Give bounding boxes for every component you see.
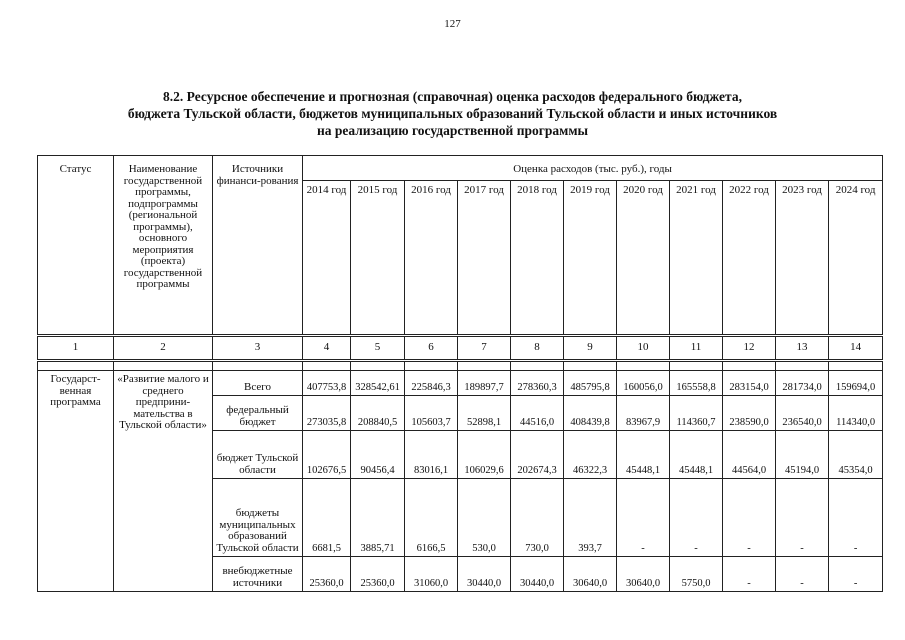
value-cell: - (617, 479, 670, 557)
value-cell: - (829, 479, 883, 557)
value-cell: 102676,5 (303, 431, 351, 479)
value-cell: 160056,0 (617, 371, 670, 396)
value-cell: 408439,8 (564, 396, 617, 431)
value-cell: 30640,0 (564, 557, 617, 592)
source-label: федеральный бюджет (213, 396, 303, 431)
header-year: 2015 год (351, 181, 405, 336)
column-number: 7 (458, 336, 511, 361)
value-cell: 30640,0 (617, 557, 670, 592)
value-cell: 225846,3 (405, 371, 458, 396)
value-cell: 236540,0 (776, 396, 829, 431)
value-cell: 3885,71 (351, 479, 405, 557)
title-line-1: 8.2. Ресурсное обеспечение и прогнозная (справочная) оценка расходов федерального бюджета, (163, 89, 742, 104)
value-cell: 159694,0 (829, 371, 883, 396)
value-cell: 83016,1 (405, 431, 458, 479)
spacer-cell (617, 361, 670, 371)
column-number: 4 (303, 336, 351, 361)
header-year: 2018 год (511, 181, 564, 336)
value-cell: 114340,0 (829, 396, 883, 431)
spacer-cell (458, 361, 511, 371)
value-cell: 393,7 (564, 479, 617, 557)
value-cell: 106029,6 (458, 431, 511, 479)
source-label: бюджет Тульской области (213, 431, 303, 479)
column-number: 8 (511, 336, 564, 361)
section-title (60, 88, 845, 139)
value-cell: 328542,61 (351, 371, 405, 396)
spacer-cell (564, 361, 617, 371)
value-cell: 31060,0 (405, 557, 458, 592)
column-number: 3 (213, 336, 303, 361)
column-number: 10 (617, 336, 670, 361)
value-cell: 46322,3 (564, 431, 617, 479)
spacer-cell (776, 361, 829, 371)
title-line-3: на реализацию государственной программы (316, 123, 589, 138)
header-year: 2019 год (564, 181, 617, 336)
value-cell: 52898,1 (458, 396, 511, 431)
source-label: Всего (213, 371, 303, 396)
value-cell: 281734,0 (776, 371, 829, 396)
spacer-row (38, 361, 883, 371)
value-cell: 45448,1 (670, 431, 723, 479)
header-status: Статус (38, 156, 114, 336)
spacer-cell (511, 361, 564, 371)
value-cell: 407753,8 (303, 371, 351, 396)
value-cell: 273035,8 (303, 396, 351, 431)
header-year: 2023 год (776, 181, 829, 336)
value-cell: 90456,4 (351, 431, 405, 479)
value-cell: 25360,0 (303, 557, 351, 592)
spacer-cell (351, 361, 405, 371)
value-cell: - (670, 479, 723, 557)
value-cell: 5750,0 (670, 557, 723, 592)
value-cell: 25360,0 (351, 557, 405, 592)
header-year: 2024 год (829, 181, 883, 336)
value-cell: 6166,5 (405, 479, 458, 557)
value-cell: 30440,0 (458, 557, 511, 592)
value-cell: 83967,9 (617, 396, 670, 431)
value-cell: 530,0 (458, 479, 511, 557)
spacer-cell (114, 361, 213, 371)
value-cell: 730,0 (511, 479, 564, 557)
spacer-cell (405, 361, 458, 371)
value-cell: - (776, 479, 829, 557)
column-number: 12 (723, 336, 776, 361)
spacer-cell (213, 361, 303, 371)
value-cell: 114360,7 (670, 396, 723, 431)
spacer-cell (303, 361, 351, 371)
program-name: «Развитие малого и среднего предприни-мательства в Тульской области» (114, 371, 213, 592)
column-number: 5 (351, 336, 405, 361)
title-line-2: бюджета Тульской области, бюджетов муниципальных образований Тульской области и иных источников (127, 106, 778, 121)
value-cell: 45194,0 (776, 431, 829, 479)
column-number: 2 (114, 336, 213, 361)
value-cell: 45448,1 (617, 431, 670, 479)
column-number-row (38, 336, 883, 361)
spacer-cell (670, 361, 723, 371)
value-cell: 6681,5 (303, 479, 351, 557)
value-cell: 189897,7 (458, 371, 511, 396)
source-label: внебюджетные источники (213, 557, 303, 592)
value-cell: - (776, 557, 829, 592)
column-number: 1 (38, 336, 114, 361)
column-number: 13 (776, 336, 829, 361)
program-status: Государст-венная программа (38, 371, 114, 592)
column-number: 14 (829, 336, 883, 361)
value-cell: 278360,3 (511, 371, 564, 396)
value-cell: 238590,0 (723, 396, 776, 431)
value-cell: 485795,8 (564, 371, 617, 396)
resource-table-wrapper (37, 155, 882, 592)
value-cell: - (723, 557, 776, 592)
value-cell: - (723, 479, 776, 557)
header-year: 2022 год (723, 181, 776, 336)
value-cell: 208840,5 (351, 396, 405, 431)
value-cell: 30440,0 (511, 557, 564, 592)
column-number: 9 (564, 336, 617, 361)
source-label: бюджеты муниципальных образований Тульской области (213, 479, 303, 557)
value-cell: 44564,0 (723, 431, 776, 479)
value-cell: 202674,3 (511, 431, 564, 479)
header-year: 2020 год (617, 181, 670, 336)
header-estimate: Оценка расходов (тыс. руб.), годы (303, 156, 883, 181)
column-number: 6 (405, 336, 458, 361)
header-name: Наименование государственной программы, подпрограммы (региональной программы), основного мероприятия (проекта) государственной программы (114, 156, 213, 336)
value-cell: 283154,0 (723, 371, 776, 396)
resource-table (37, 155, 883, 592)
table-row (38, 371, 883, 396)
header-year: 2014 год (303, 181, 351, 336)
column-number: 11 (670, 336, 723, 361)
value-cell: 45354,0 (829, 431, 883, 479)
value-cell: 165558,8 (670, 371, 723, 396)
value-cell: 44516,0 (511, 396, 564, 431)
page-number: 127 (444, 18, 461, 30)
spacer-cell (38, 361, 114, 371)
header-sources: Источники финанси-рования (213, 156, 303, 336)
spacer-cell (723, 361, 776, 371)
header-year: 2021 год (670, 181, 723, 336)
value-cell: - (829, 557, 883, 592)
header-year: 2016 год (405, 181, 458, 336)
spacer-cell (829, 361, 883, 371)
header-year: 2017 год (458, 181, 511, 336)
value-cell: 105603,7 (405, 396, 458, 431)
